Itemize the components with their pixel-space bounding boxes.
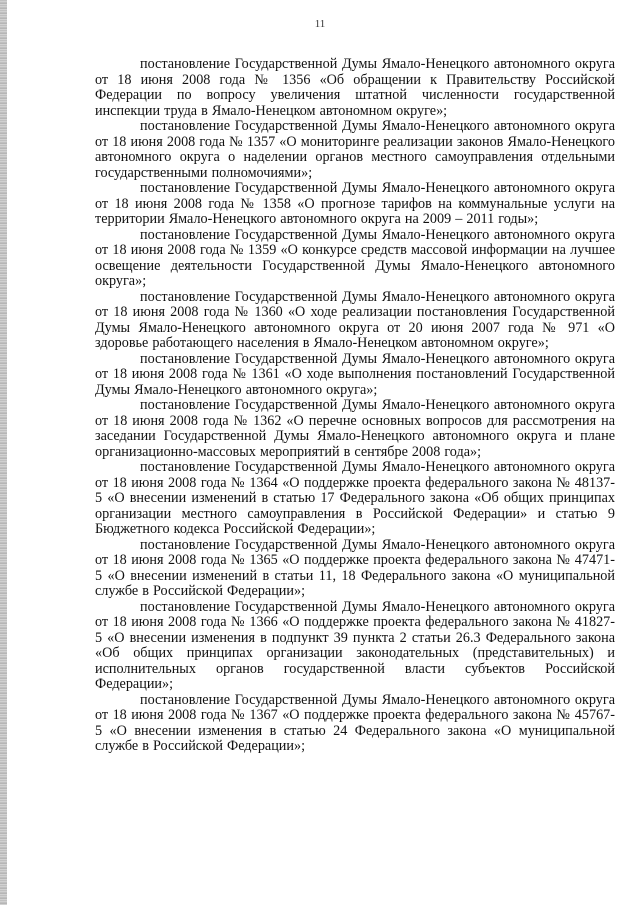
resolution-item-1356: постановление Государственной Думы Ямало-Ненецкого автономного округа от 18 июня 2008 года № 1356 «Об обращении к Правительству Российской Федерации по вопросу увеличения штатной численности государственной инспекции труда в Ямало-Ненецком автономном округе»; — [95, 56, 615, 119]
resolution-item-1359: постановление Государственной Думы Ямало-Ненецкого автономного округа от 18 июня 2008 года № 1359 «О конкурсе средств массовой информации на лучшее освещение деятельности Государственной Думы Ямало-Ненецкого автономного округа»; — [95, 226, 615, 289]
resolution-item-1360: постановление Государственной Думы Ямало-Ненецкого автономного округа от 18 июня 2008 года № 1360 «О ходе реализации постановления Государственной Думы Ямало-Ненецкого автономного округа от 20 июня 2007 года № 971 «О здоровье работающего населения в Ямало-Ненецком автономном округе»; — [95, 288, 615, 351]
resolution-item-1361: постановление Государственной Думы Ямало-Ненецкого автономного округа от 18 июня 2008 года № 1361 «О ходе выполнения постановлений Государственной Думы Ямало-Ненецкого автономного округа»; — [95, 350, 615, 398]
resolution-item-1357: постановление Государственной Думы Ямало-Ненецкого автономного округа от 18 июня 2008 года № 1357 «О мониторинге реализации законов Ямало-Ненецкого автономного округа о наделении органов местного самоуправления отдельными государственными полномочиями»; — [95, 118, 615, 181]
resolution-item-1358: постановление Государственной Думы Ямало-Ненецкого автономного округа от 18 июня 2008 года № 1358 «О прогнозе тарифов на коммунальные услуги на территории Ямало-Ненецкого автономного округа на 2009 – 2011 годы»; — [95, 180, 615, 227]
resolution-item-1364: постановление Государственной Думы Ямало-Ненецкого автономного округа от 18 июня 2008 года № 1364 «О поддержке проекта федерального закона № 48137-5 «О внесении изменений в статью 17 Федерального закона «Об общих принципах организации местного самоуправления в Российской Федерации» и статью 9 Бюджетного кодекса Российской Федерации»; — [95, 459, 615, 537]
resolution-item-1362: постановление Государственной Думы Ямало-Ненецкого автономного округа от 18 июня 2008 года № 1362 «О перечне основных вопросов для рассмотрения на заседании Государственной Думы Ямало-Ненецкого автономного округа и плане организационно-массовых мероприятий в сентябре 2008 года»; — [95, 397, 615, 460]
resolution-item-1366: постановление Государственной Думы Ямало-Ненецкого автономного округа от 18 июня 2008 года № 1366 «О поддержке проекта федерального закона № 41827-5 «О внесении изменения в подпункт 39 пункта 2 статьи 26.3 Федерального закона «Об общих принципах организации законодательных (представительных) и исполнительных органов государственной власти субъектов Российской Федерации»; — [95, 598, 615, 692]
resolution-item-1365: постановление Государственной Думы Ямало-Ненецкого автономного округа от 18 июня 2008 года № 1365 «О поддержке проекта федерального закона № 47471-5 «О внесении изменений в статьи 11, 18 Федерального закона «О муниципальной службе в Российской Федерации»; — [95, 536, 615, 599]
page-number: 11 — [314, 18, 326, 30]
document-body — [95, 57, 615, 755]
resolution-item-1367: постановление Государственной Думы Ямало-Ненецкого автономного округа от 18 июня 2008 года № 1367 «О поддержке проекта федерального закона № 45767-5 «О внесении изменения в статью 24 Федерального закона «О муниципальной службе в Российской Федерации»; — [95, 691, 615, 754]
scan-edge-artifact — [0, 0, 7, 905]
